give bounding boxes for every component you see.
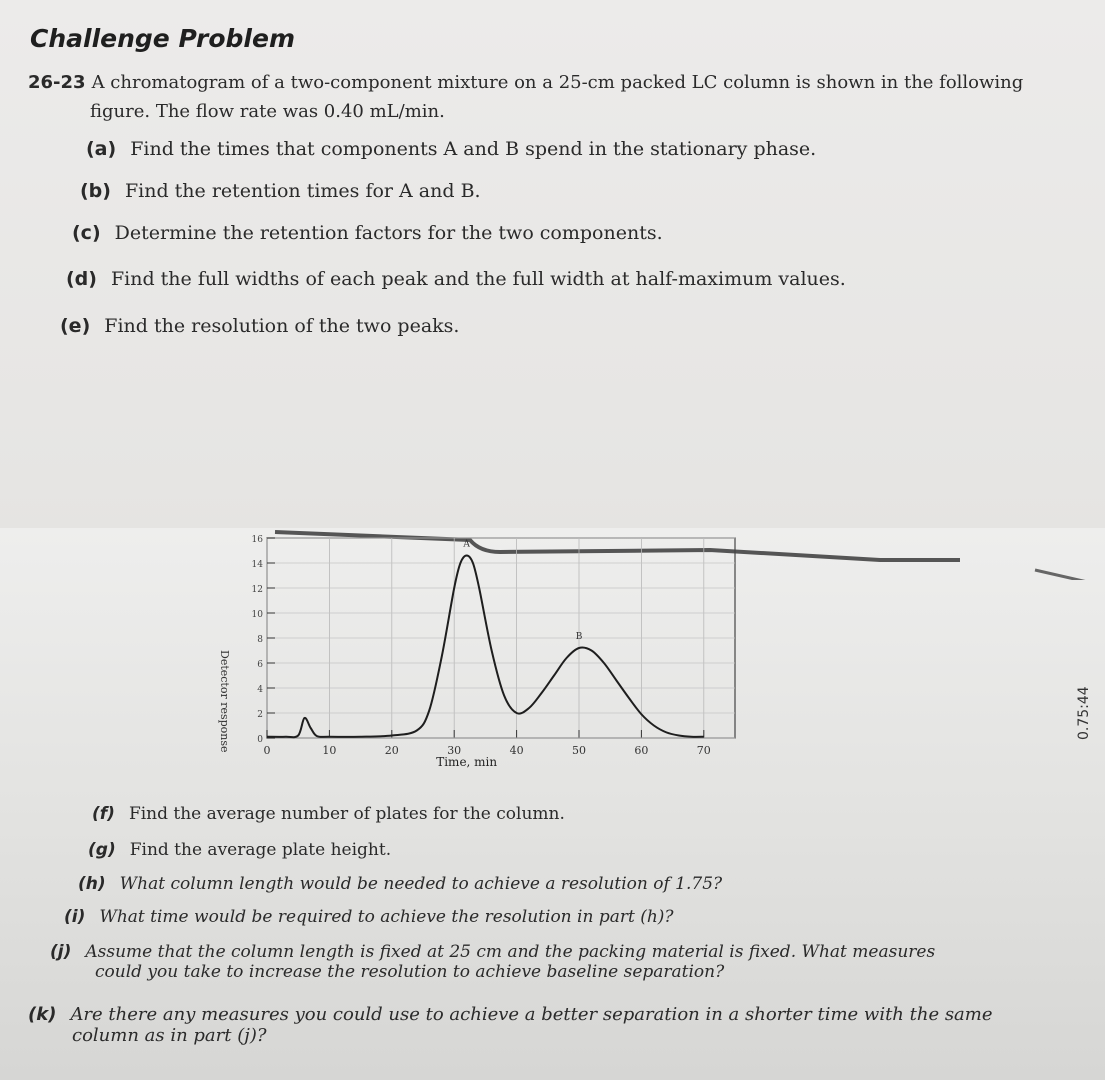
problem-number: 26-23 [28, 72, 86, 93]
part-g [88, 840, 391, 860]
y-tick-label: 4 [257, 685, 263, 695]
part-text: Find the retention times for A and B. [124, 180, 481, 202]
peak-label: A [463, 539, 470, 550]
y-tick-label: 14 [251, 560, 263, 570]
x-tick-label: 60 [634, 744, 649, 757]
part-d [66, 268, 846, 290]
chromatogram-chart [225, 528, 745, 798]
y-tick-label: 12 [251, 585, 263, 595]
part-text-cont: could you take to increase the resolution to achieve baseline separation? [95, 962, 725, 982]
x-tick-label: 0 [263, 744, 271, 757]
handwritten-note-text: 0.75:44 [1076, 686, 1092, 740]
part-text: Determine the retention factors for the two components. [114, 222, 663, 244]
part-a [86, 138, 816, 160]
y-tick-label: 6 [257, 660, 263, 670]
problem-statement [28, 68, 1088, 126]
x-tick-label: 20 [384, 744, 399, 757]
part-text: Find the full widths of each peak and the full width at half-maximum values. [110, 268, 846, 290]
x-axis-label: Time, min [436, 755, 498, 769]
part-c [72, 222, 663, 244]
y-tick-label: 16 [251, 535, 263, 545]
part-text: Find the average plate height. [129, 840, 392, 860]
y-axis-label: Detector response [218, 650, 231, 753]
part-label: (b) [80, 180, 111, 202]
part-k [28, 1004, 993, 1046]
part-label: (i) [64, 907, 86, 927]
part-label: (j) [50, 942, 72, 962]
problem-line-2: figure. The flow rate was 0.40 mL/min. [90, 101, 445, 122]
part-text: Find the times that components A and B spend in the stationary phase. [130, 138, 817, 160]
y-tick-label: 10 [251, 610, 263, 620]
x-tick-label: 30 [447, 744, 462, 757]
part-text-cont: column as in part (j)? [72, 1025, 267, 1046]
y-tick-label: 8 [257, 635, 263, 645]
part-label: (k) [28, 1004, 57, 1025]
part-b [80, 180, 481, 202]
part-text: What time would be required to achieve the resolution in part (h)? [99, 907, 674, 927]
x-tick-label: 10 [322, 744, 337, 757]
part-label: (c) [72, 222, 101, 244]
y-tick-label: 2 [257, 710, 263, 720]
x-tick-label: 50 [572, 744, 586, 757]
y-tick-label: 0 [257, 735, 263, 745]
problem-line-1: A chromatogram of a two-component mixture on a 25-cm packed LC column is shown in the following [91, 72, 1024, 93]
handwritten-note [1068, 640, 1098, 750]
part-label: (f) [92, 804, 115, 824]
chromatogram-svg [225, 528, 745, 798]
page-heading: Challenge Problem [30, 24, 295, 53]
part-label: (a) [86, 138, 117, 160]
part-f [92, 804, 565, 824]
part-label: (d) [66, 268, 97, 290]
part-j [50, 942, 935, 982]
part-label: (h) [78, 874, 106, 894]
part-text: Find the average number of plates for the column. [128, 804, 565, 824]
part-label: (e) [60, 315, 91, 337]
part-text: Find the resolution of the two peaks. [104, 315, 460, 337]
chromatogram-trace [267, 556, 704, 738]
part-label: (g) [88, 840, 116, 860]
peak-label: B [575, 632, 583, 642]
part-text: Are there any measures you could use to achieve a better separation in a shorter time with the same [70, 1004, 993, 1025]
part-e [60, 315, 459, 337]
part-text: Assume that the column length is fixed at 25 cm and the packing material is fixed. What measures [85, 942, 936, 962]
part-text: What column length would be needed to achieve a resolution of 1.75? [119, 874, 723, 894]
x-tick-label: 70 [696, 744, 711, 757]
x-tick-label: 40 [509, 744, 524, 757]
part-h [78, 874, 722, 894]
part-i [64, 907, 674, 927]
